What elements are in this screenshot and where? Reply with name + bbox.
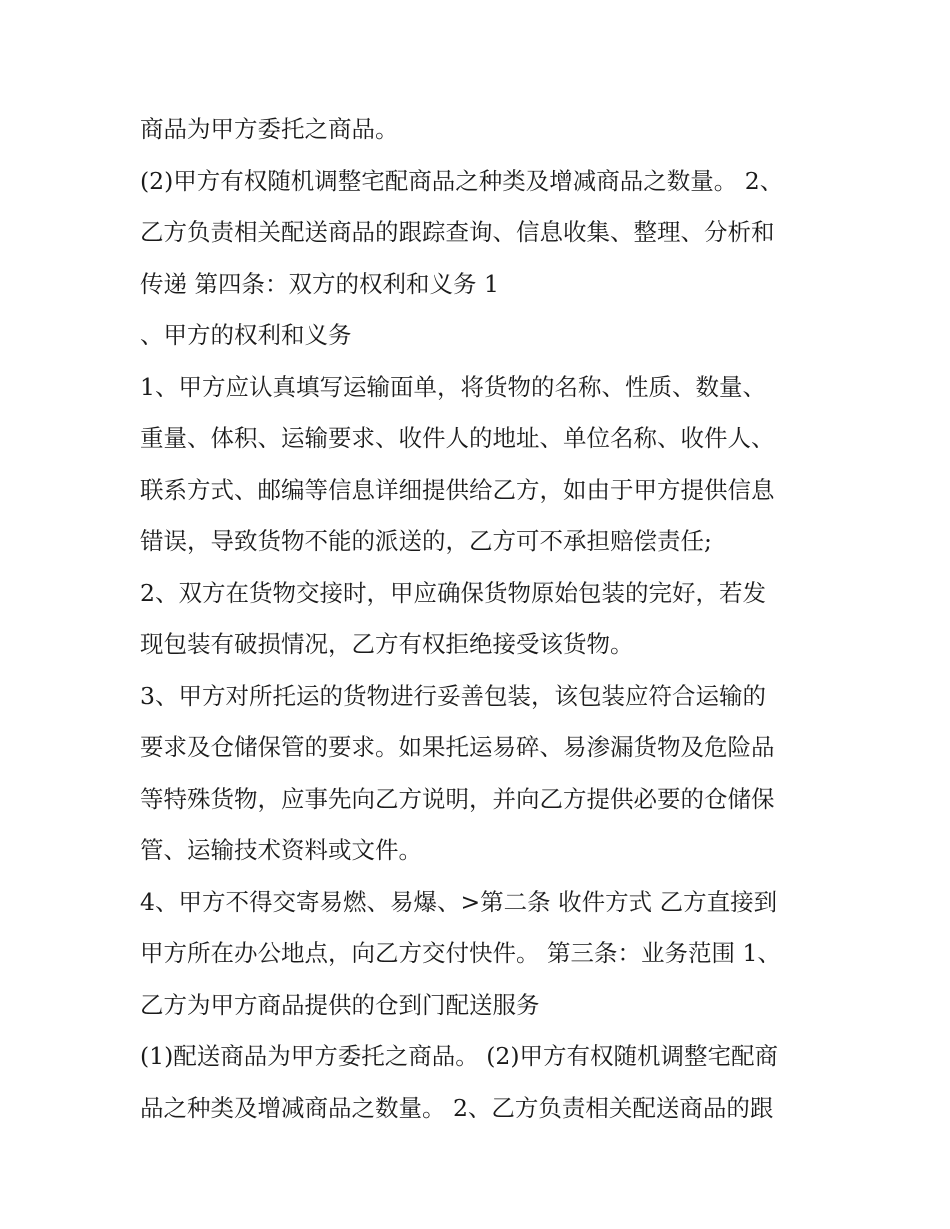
text-line: 联系方式、邮编等信息详细提供给乙方，如由于甲方提供信息 bbox=[140, 475, 775, 504]
text-line: 4、甲方不得交寄易燃、易爆、>第二条 收件方式 乙方直接到 bbox=[140, 887, 778, 916]
text-line: 商品为甲方委托之商品。 bbox=[140, 115, 399, 143]
text-line: 乙方为甲方商品提供的仓到门配送服务 bbox=[140, 990, 540, 1019]
document-body bbox=[140, 104, 820, 1134]
text-line: 1、甲方应认真填写运输面单，将货物的名称、性质、数量、 bbox=[140, 372, 766, 401]
text-line: 要求及仓储保管的要求。如果托运易碎、易渗漏货物及危险品 bbox=[140, 733, 775, 761]
text-line: 重量、体积、运输要求、收件人的地址、单位名称、收件人、 bbox=[140, 424, 775, 452]
text-line: 等特殊货物，应事先向乙方说明，并向乙方提供必要的仓储保 bbox=[140, 784, 775, 813]
text-line: (1)配送商品为甲方委托之商品。 (2)甲方有权随机调整宅配商 bbox=[140, 1042, 779, 1070]
text-line: 现包装有破损情况，乙方有权拒绝接受该货物。 bbox=[140, 630, 634, 658]
text-line: 管、运输技术资料或文件。 bbox=[140, 836, 422, 864]
text-line: 3、甲方对所托运的货物进行妥善包装，该包装应符合运输的 bbox=[140, 681, 766, 710]
text-line: 、甲方的权利和义务 bbox=[140, 321, 352, 349]
text-line: 乙方负责相关配送商品的跟踪查询、信息收集、整理、分析和 bbox=[140, 218, 775, 246]
text-line: 传递 第四条：双方的权利和义务 1 bbox=[140, 269, 499, 298]
text-line: 甲方所在办公地点，向乙方交付快件。 第三条：业务范围 1、 bbox=[140, 939, 781, 967]
text-line: 2、双方在货物交接时，甲应确保货物原始包装的完好，若发 bbox=[140, 578, 766, 607]
text-line: 品之种类及增减商品之数量。 2、乙方负责相关配送商品的跟 bbox=[140, 1093, 774, 1122]
text-line: (2)甲方有权随机调整宅配商品之种类及增减商品之数量。 2、 bbox=[140, 166, 784, 195]
text-line: 错误，导致货物不能的派送的，乙方可不承担赔偿责任; bbox=[140, 527, 712, 555]
